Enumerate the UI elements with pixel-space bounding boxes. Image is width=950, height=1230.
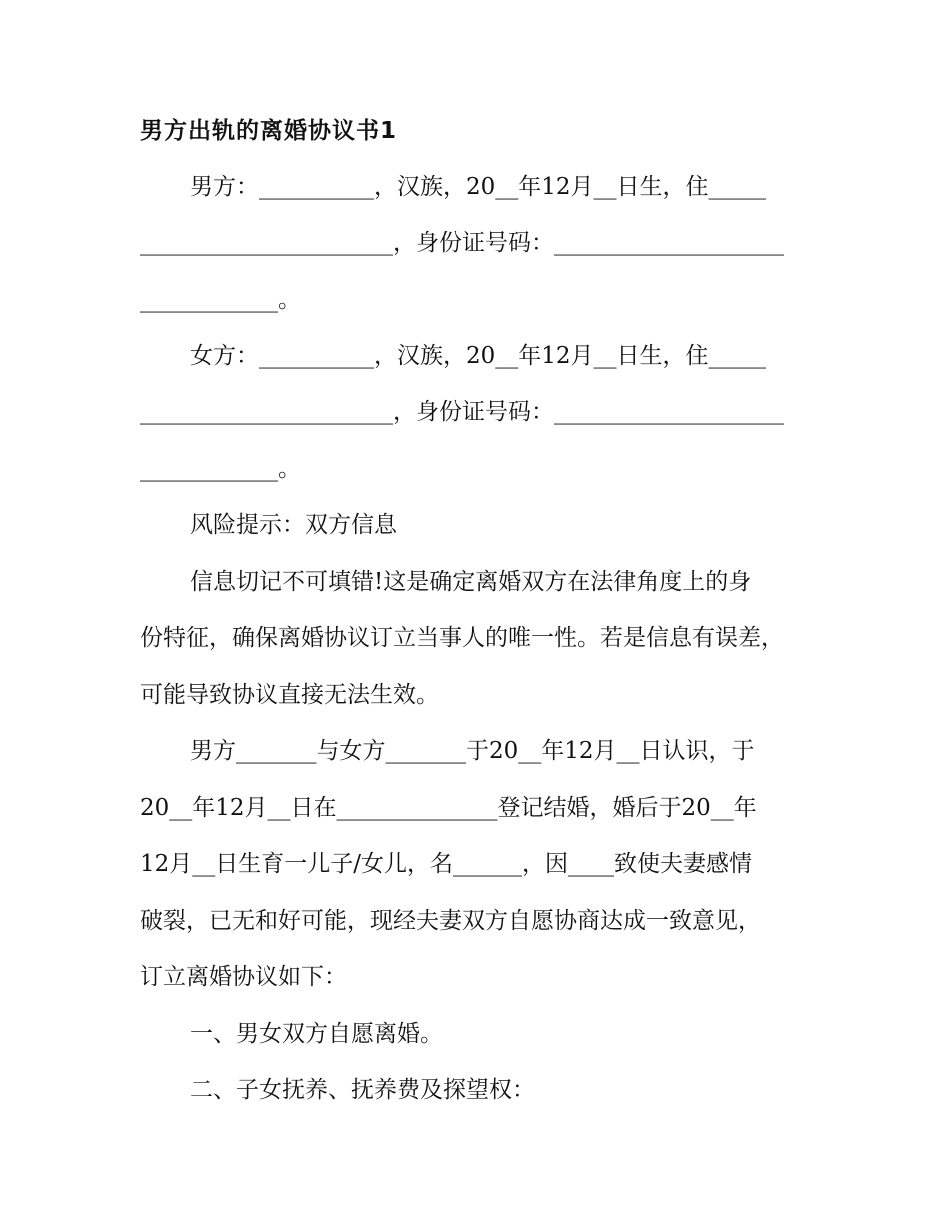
risk-tip-heading: 风险提示：双方信息: [190, 512, 397, 538]
clause-two-heading: 二、子女抚养、抚养费及探望权：: [190, 1077, 535, 1103]
male-party-line-1: 男方：__________，汉族，20__年12月__日生，住_____: [190, 174, 767, 200]
female-party-line-2: ______________________，身份证号码：____________________: [140, 399, 784, 425]
marriage-paragraph-line-5: 订立离婚协议如下：: [140, 964, 347, 990]
marriage-paragraph-line-4: 破裂，已无和好可能，现经夫妻双方自愿协商达成一致意见，: [140, 908, 761, 934]
male-party-line-3: ____________。: [140, 287, 301, 313]
document-title: 男方出轨的离婚协议书1: [140, 118, 398, 144]
clause-one: 一、男女双方自愿离婚。: [190, 1021, 443, 1047]
risk-tip-paragraph-line-1: 信息切记不可填错!这是确定离婚双方在法律角度上的身: [190, 569, 752, 595]
risk-tip-paragraph-line-3: 可能导致协议直接无法生效。: [140, 682, 439, 708]
female-party-line-3: ____________。: [140, 456, 301, 482]
marriage-paragraph-line-3: 12月__日生育一儿子/女儿，名______，因____致使夫妻感情: [140, 851, 753, 877]
marriage-paragraph-line-1: 男方_______与女方_______于20__年12月__日认识，于: [190, 738, 755, 764]
female-party-line-1: 女方：__________，汉族，20__年12月__日生，住_____: [190, 343, 767, 369]
male-party-line-2: ______________________，身份证号码：____________________: [140, 230, 784, 256]
risk-tip-paragraph-line-2: 份特征，确保离婚协议订立当事人的唯一性。若是信息有误差，: [140, 625, 784, 651]
marriage-paragraph-line-2: 20__年12月__日在______________登记结婚，婚后于20__年: [140, 795, 757, 821]
